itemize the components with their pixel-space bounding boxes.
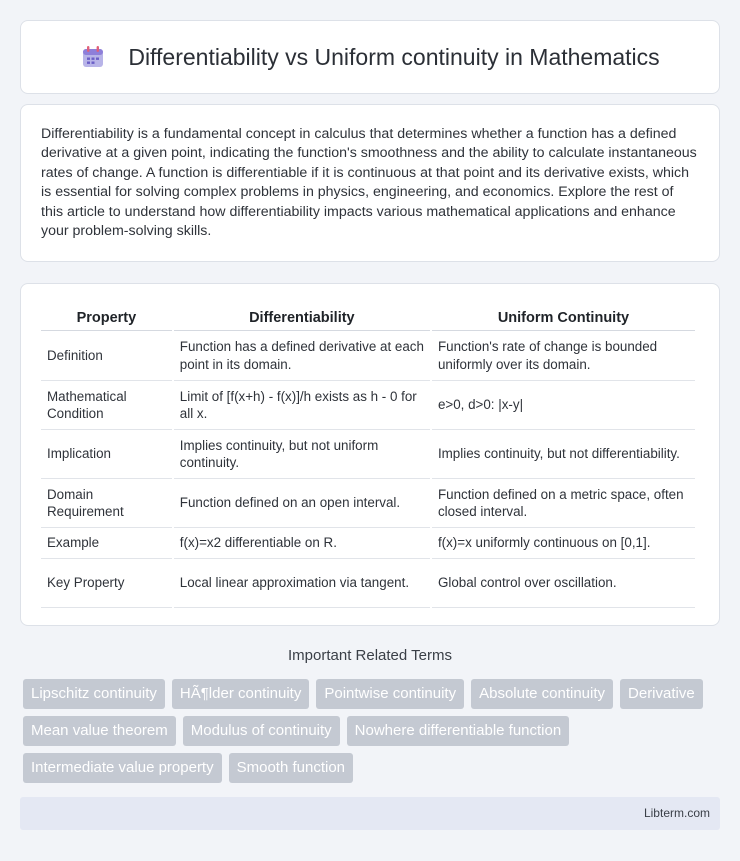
table-cell-property: Mathematical Condition [41,381,172,430]
related-terms-list [23,679,713,790]
comparison-table [39,304,697,608]
table-row [41,331,695,381]
table-cell-uniform-continuity: e>0, d>0: |x-y| [432,381,695,430]
related-term-tag[interactable]: Modulus of continuity [183,716,340,746]
table-header-row [41,304,695,331]
table-cell-property: Key Property [41,559,172,608]
related-terms-heading: Important Related Terms [288,647,452,664]
table-cell-differentiability: Local linear approximation via tangent. [174,559,430,608]
intro-paragraph: Differentiability is a fundamental concept in calculus that determines whether a function has a defined derivative at a given point, indicating the function's smoothness and the ability to calculate instantaneous rates of change. A function is differentiable if it is continuous at that point and its derivative exists, which is essential for solving complex problems in physics, engineering, and economics. Explore the rest of this article to understand how differentiability impacts various mathematical applications and enhance your problem-solving skills. [41,126,697,240]
related-term-tag[interactable]: HÃ¶lder continuity [172,679,309,709]
table-cell-differentiability: Limit of [f(x+h) - f(x)]/h exists as h - 0 for all x. [174,381,430,430]
comparison-table-card [20,283,720,626]
related-term-tag[interactable]: Pointwise continuity [316,679,464,709]
table-cell-differentiability: Function has a defined derivative at each point in its domain. [174,331,430,381]
table-cell-uniform-continuity: Global control over oscillation. [432,559,695,608]
table-cell-property: Example [41,528,172,559]
table-row [41,479,695,528]
related-term-tag[interactable]: Derivative [620,679,703,709]
table-cell-property: Definition [41,331,172,381]
column-header: Differentiability [174,304,430,331]
table-cell-uniform-continuity: Function defined on a metric space, often closed interval. [432,479,695,528]
table-cell-uniform-continuity: f(x)=x uniformly continuous on [0,1]. [432,528,695,559]
column-header: Property [41,304,172,331]
page-title: Differentiability vs Uniform continuity in Mathematics [128,43,660,70]
table-cell-differentiability: Implies continuity, but not uniform continuity. [174,430,430,479]
table-row [41,430,695,479]
header-card [20,20,720,94]
related-term-tag[interactable]: Smooth function [229,753,353,783]
table-row [41,528,695,559]
related-term-tag[interactable]: Lipschitz continuity [23,679,165,709]
calendar-icon [80,44,106,70]
related-term-tag[interactable]: Absolute continuity [471,679,613,709]
table-cell-differentiability: Function defined on an open interval. [174,479,430,528]
footer-site-link[interactable]: Libterm.com [643,806,710,820]
table-cell-uniform-continuity: Implies continuity, but not differentiability. [432,430,695,479]
related-term-tag[interactable]: Intermediate value property [23,753,222,783]
table-row [41,559,695,608]
footer [20,797,720,830]
table-row [41,381,695,430]
intro-card [20,104,720,262]
table-cell-uniform-continuity: Function's rate of change is bounded uniformly over its domain. [432,331,695,381]
table-cell-property: Implication [41,430,172,479]
related-term-tag[interactable]: Nowhere differentiable function [347,716,570,746]
table-cell-property: Domain Requirement [41,479,172,528]
related-term-tag[interactable]: Mean value theorem [23,716,176,746]
column-header: Uniform Continuity [432,304,695,331]
table-cell-differentiability: f(x)=x2 differentiable on R. [174,528,430,559]
